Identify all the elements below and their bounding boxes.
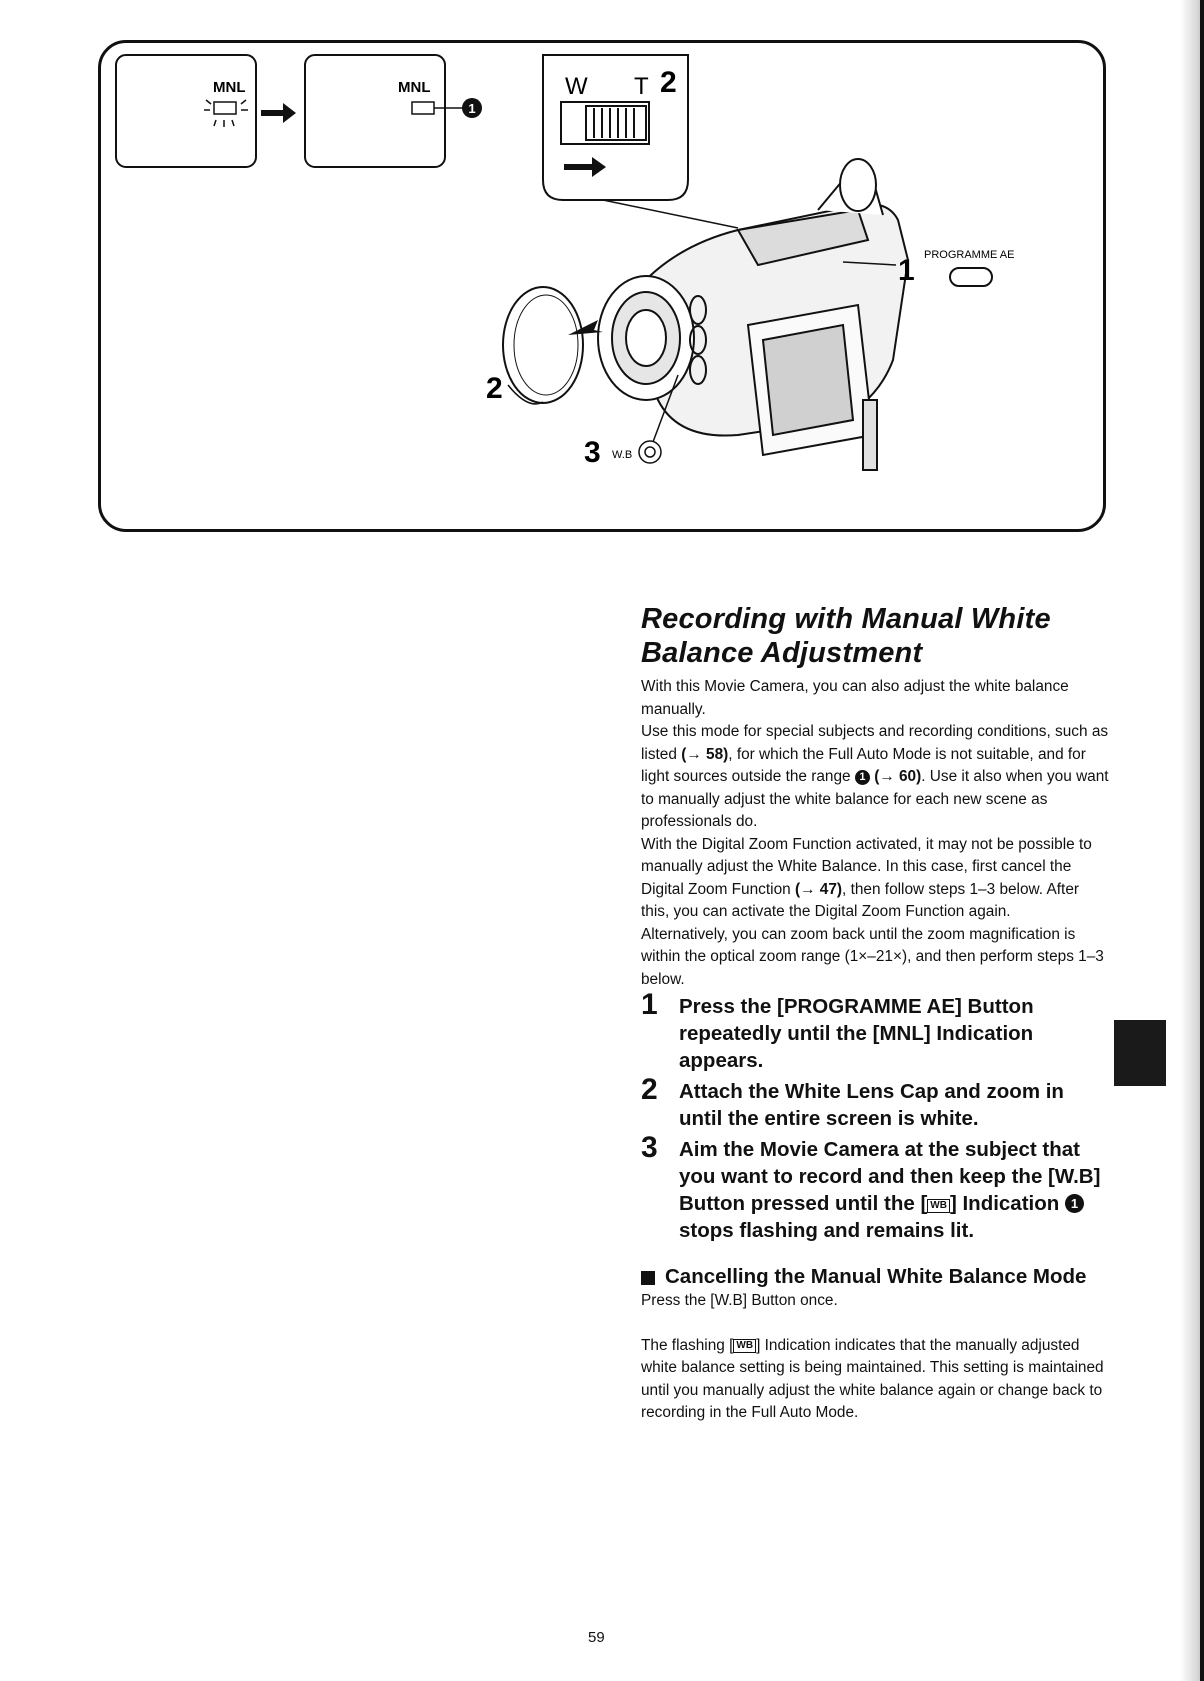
- cancel-body: Press the [W.B] Button once.: [641, 1292, 838, 1309]
- zoom-lever-icon: [561, 102, 649, 144]
- step-1: [641, 988, 1111, 1074]
- wb-label: W.B: [612, 449, 633, 461]
- programme-ae-button-icon: [950, 268, 992, 286]
- usage-text-c: . Use it also when you want to manually adjust the white balance for each new scene as professionals do.: [641, 768, 1109, 830]
- note-text-a: The flashing [: [641, 1336, 734, 1354]
- note-text-b: ] Indication indicates that the manually adjusted white balance setting is being maintained. This setting is maintained until you manually adjust the white balance again or change back to recording in the Full Auto Mode.: [641, 1336, 1104, 1421]
- square-bullet-icon: [641, 1271, 655, 1285]
- page-ref-47: (→ 47): [794, 880, 843, 898]
- circle-number-icon: 1: [855, 770, 870, 785]
- usage-paragraph: [641, 721, 1111, 834]
- circle-number-icon: 1: [1065, 1194, 1084, 1213]
- flashing-wb-icon: [204, 100, 248, 127]
- page-ref-58: (→ 58): [681, 745, 729, 763]
- wb-indication-icon: WB: [927, 1199, 950, 1213]
- step-3-text-a: Aim the Movie Camera at the subject that you want to record and then keep the [W.B] Button pressed until the [: [679, 1138, 1101, 1215]
- callout-number: 1: [468, 101, 476, 116]
- page-number: 59: [588, 1629, 605, 1646]
- viewfinder-screen-1: [116, 55, 256, 167]
- step-number: 1: [641, 988, 658, 1021]
- screen2-mnl-text: MNL: [398, 79, 431, 96]
- zoom-wide-label: W: [565, 73, 588, 100]
- intro-paragraph: With this Movie Camera, you can also adjust the white balance manually.: [641, 678, 1069, 718]
- wb-button-icon: [639, 441, 661, 463]
- screen1-mnl-text: MNL: [213, 79, 246, 96]
- step-2: [641, 1073, 1111, 1132]
- white-lens-cap-icon: [503, 287, 583, 403]
- optical-zoom-paragraph: Alternatively, you can zoom back until the zoom magnification is within the optical zoom range (1×–21×), and then perform steps 1–3 below.: [641, 925, 1104, 988]
- usage-text-b: , for which the Full Auto Mode is not suitable, and for light sources outside the range: [641, 745, 1086, 785]
- wb-button-inner: [645, 447, 655, 457]
- digital-zoom-paragraph: [641, 834, 1111, 924]
- page-edge-line: [1200, 0, 1204, 1681]
- programme-step-number: 1: [898, 254, 915, 287]
- usage-text-a: Use this mode for special subjects and recording conditions, such as listed: [641, 723, 1109, 763]
- section-tab-marker: [1114, 1020, 1166, 1086]
- step-3-text-b: ] Indication: [949, 1192, 1065, 1215]
- step-number: 2: [641, 1073, 658, 1106]
- zoom-direction-arrow-icon: [564, 157, 606, 177]
- wb-indication-icon: [412, 102, 434, 114]
- step-text: [679, 1136, 1111, 1244]
- text-column: [641, 602, 1111, 1425]
- page-ref-60: (→ 60): [874, 768, 922, 785]
- digital-zoom-text-a: With the Digital Zoom Function activated, it may not be possible to manually adjust the White Balance. In this case, first cancel the Digital Zoom Function: [641, 835, 1092, 898]
- digital-zoom-text-b: , then follow steps 1–3 below. After this, you can activate the Digital Zoom Function again.: [641, 880, 1080, 920]
- zoom-step-number: 2: [660, 66, 677, 99]
- step-3: [641, 1131, 1111, 1244]
- programme-ae-label: PROGRAMME AE: [924, 249, 1015, 261]
- title-line-1: Recording with Manual White: [641, 603, 1051, 635]
- cancel-heading: [641, 1264, 1111, 1290]
- wb-step-number: 3: [584, 436, 601, 469]
- title-line-2: Balance Adjustment: [641, 637, 923, 669]
- inset-pointer-line: [603, 200, 738, 228]
- step-3-text-c: stops flashing and remains lit.: [679, 1219, 975, 1242]
- step-text: Attach the White Lens Cap and zoom in until the entire screen is white.: [679, 1080, 1064, 1130]
- arrow-right-icon: [261, 103, 296, 123]
- note-paragraph: [641, 1335, 1111, 1425]
- viewfinder-screen-2: [305, 55, 445, 167]
- camcorder-body: [598, 159, 908, 470]
- camcorder-illustration: [98, 40, 1106, 532]
- lens-cap-step-number: 2: [486, 372, 503, 405]
- zoom-tele-label: T: [634, 73, 649, 100]
- step-number: 3: [641, 1131, 658, 1164]
- steps-list: [641, 988, 1111, 1244]
- wb-indication-icon: WB: [733, 1339, 756, 1353]
- cancel-heading-text: Cancelling the Manual White Balance Mode: [665, 1265, 1087, 1288]
- step-text: Press the [PROGRAMME AE] Button repeatedly until the [MNL] Indication appears.: [679, 995, 1034, 1072]
- page-title: [641, 602, 1111, 670]
